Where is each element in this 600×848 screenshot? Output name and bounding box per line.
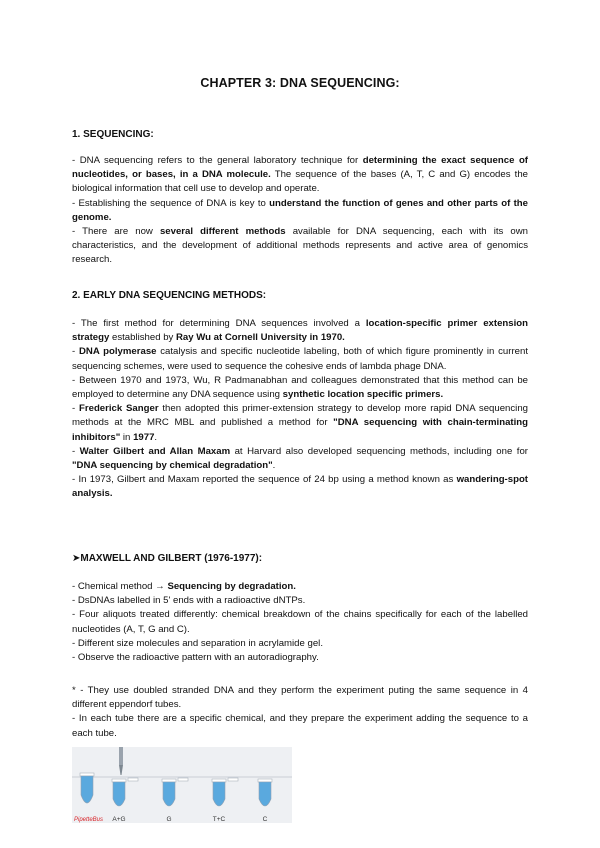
paragraph: - In 1973, Gilbert and Maxam reported the sequence of 24 bp using a method known as wandering-spot analysis. xyxy=(72,474,528,500)
section-heading-sequencing: 1. SEQUENCING: xyxy=(72,129,154,140)
section-sequencing-body xyxy=(72,154,528,268)
tube-label: G xyxy=(166,816,172,823)
section-maxwell-gilbert-body xyxy=(72,580,528,665)
paragraph: - DNA polymerase catalysis and specific nucleotide labeling, both of which figure prominently in current sequencing schemes, were used to sequence the cohesive ends of lambda phage DNA. xyxy=(72,346,528,372)
paragraph: - In each tube there are a specific chemical, and they prepare the experiment adding the sequence to a each tube. xyxy=(72,713,528,739)
eppendorf-tubes-illustration xyxy=(72,747,292,823)
paragraph: - Between 1970 and 1973, Wu, R Padmanabhan and colleagues demonstrated that this method can be employed to determine any DNA sequence using synthetic location specific primers. xyxy=(72,374,528,401)
paragraph: - Walter Gilbert and Allan Maxam at Harvard also developed sequencing methods, including one for "DNA sequencing by chemical degradation". xyxy=(72,445,528,472)
section-experiment-notes xyxy=(72,684,528,741)
paragraph: - DsDNAs labelled in 5' ends with a radioactive dNTPs. xyxy=(72,595,306,607)
paragraph: - Different size molecules and separation in acrylamide gel. xyxy=(72,637,323,649)
paragraph: - Establishing the sequence of DNA is key to understand the function of genes and other parts of the genome. xyxy=(72,197,528,223)
paragraph: - The first method for determining DNA sequences involved a location-specific primer extension strategy established by Ray Wu at Cornell University in 1970. xyxy=(72,318,528,344)
tube-label: A+G xyxy=(112,816,126,823)
tube-label: C xyxy=(262,816,268,823)
paragraph: - Four aliquots treated differently: chemical breakdown of the chains specifically for each of the labelled nucleotides (A, T, G and C). xyxy=(72,609,528,635)
paragraph: * - They use doubled stranded DNA and they perform the experiment puting the same sequence in 4 different eppendorf tubes. xyxy=(72,685,528,711)
paragraph: - Frederick Sanger then adopted this primer-extension strategy to develop more rapid DNA sequencing methods at the MRC MBL and published a method for "DNA sequencing with chain-terminating inhibitors" in 1977. xyxy=(72,403,528,443)
tube-label: T+C xyxy=(212,816,226,823)
section-early-methods-body xyxy=(72,317,528,502)
paragraph: - DNA sequencing refers to the general laboratory technique for determining the exact sequence of nucleotides, or bases, in a DNA molecule. The sequence of the bases (A, T, C and G) encodes the biological information that cell use to develop and operate. xyxy=(72,155,528,195)
eppendorf-tubes-figure xyxy=(72,747,292,823)
page-title: CHAPTER 3: DNA SEQUENCING: xyxy=(200,76,400,90)
paragraph: - There are now several different methods available for DNA sequencing, each with its own characteristics, and the development of additional methods represents and active area of genomics research. xyxy=(72,226,528,266)
section-heading-early-methods: 2. EARLY DNA SEQUENCING METHODS: xyxy=(72,290,267,301)
section-heading-maxwell-gilbert: ➤MAXWELL AND GILBERT (1976-1977): xyxy=(72,553,263,564)
paragraph: - Chemical method → Sequencing by degradation. xyxy=(72,581,296,592)
tube-icon xyxy=(258,779,272,806)
paragraph: - Observe the radioactive pattern with an autoradiography. xyxy=(72,652,319,664)
watermark-label: PipetteBus xyxy=(74,817,104,823)
